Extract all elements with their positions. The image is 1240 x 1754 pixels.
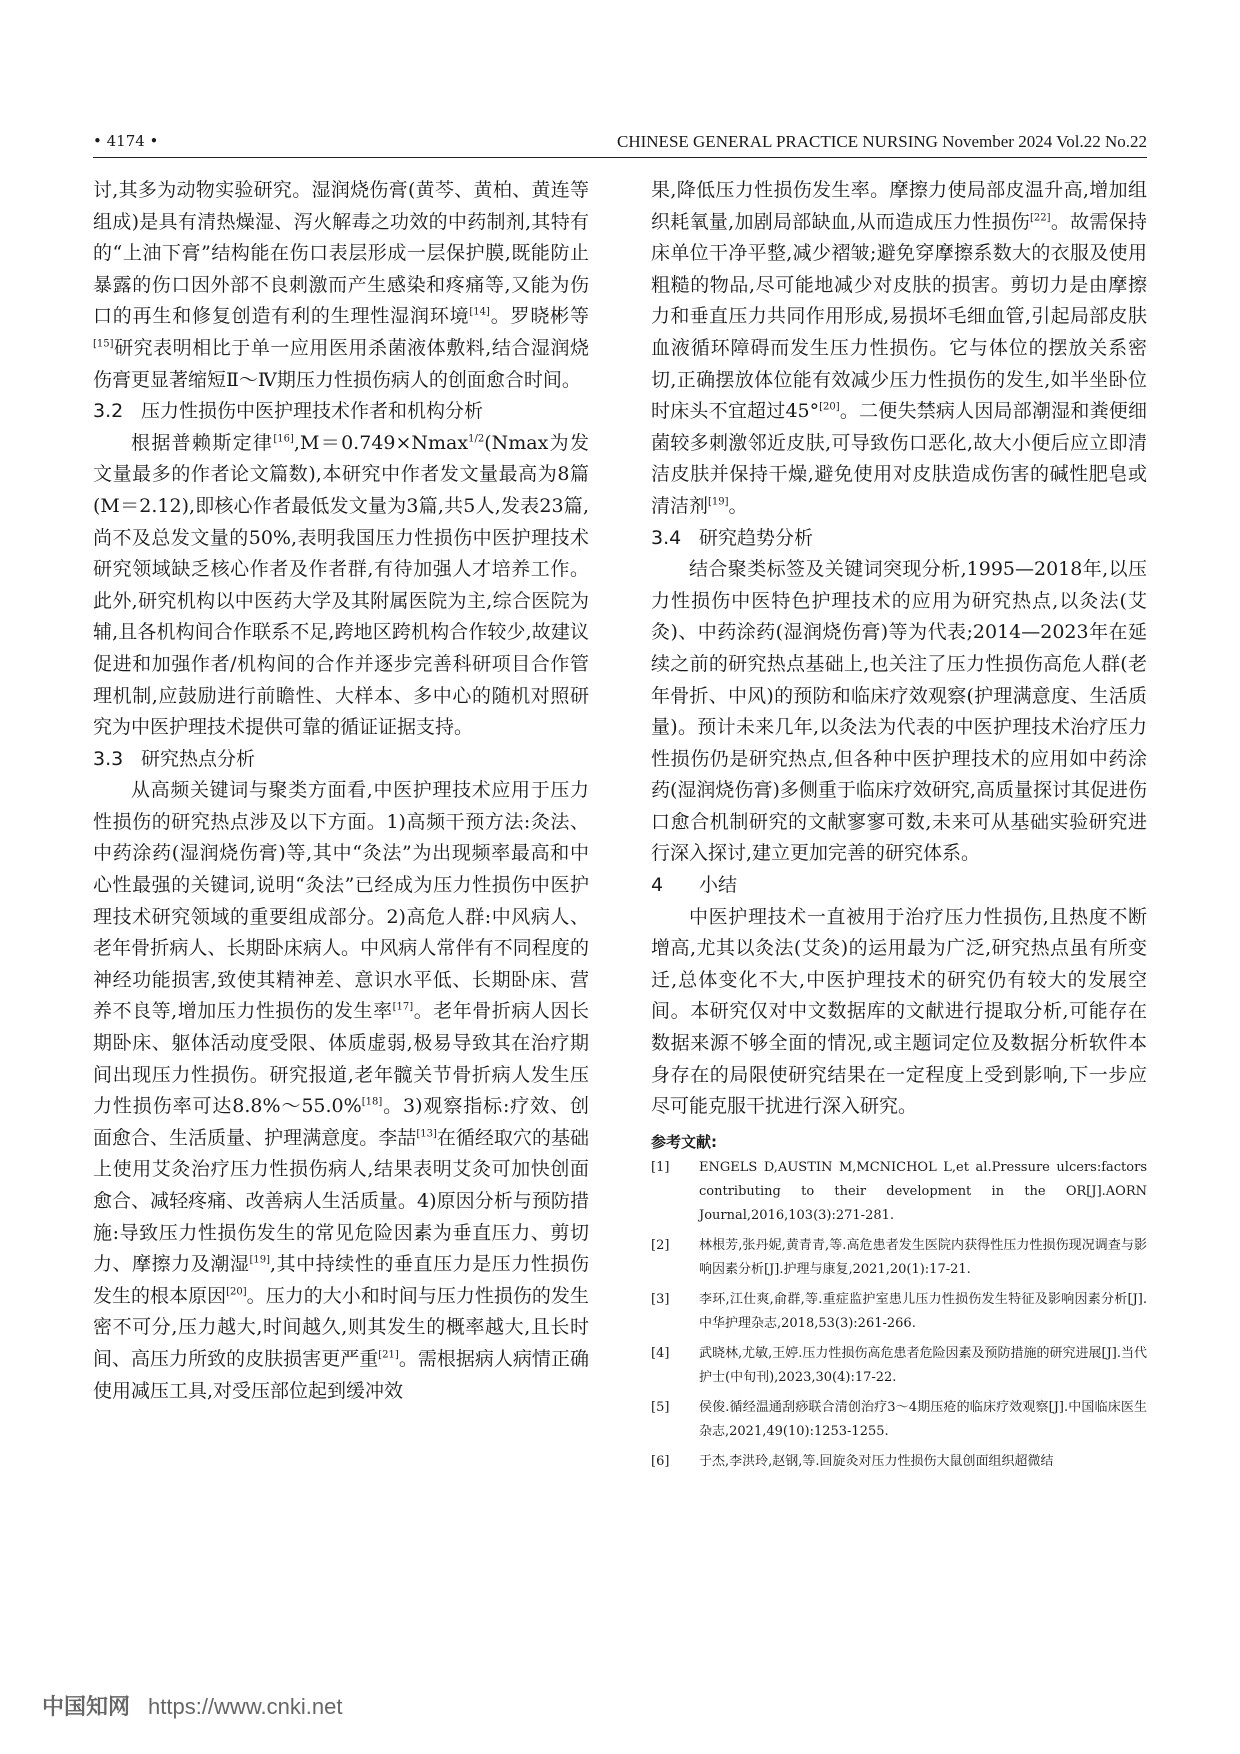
paragraph-hotspots: 从高频关键词与聚类方面看,中医护理技术应用于压力性损伤的研究热点涉及以下方面。1)高频干预方法:灸法、中药涂药(湿润烧伤膏)等,其中“灸法”为出现频率最高和中心性最强的关键词,说明“灸法”已经成为压力性损伤中医护理技术研究领域的重要组成部分。2)高危人群:中风病人、老年骨折病人、长期卧床病人。中风病人常伴有不同程度的神经功能损害,致使其精神差、意识水平低、长期卧床、营养不良等,增加压力性损伤的发生率[17]。老年骨折病人因长期卧床、躯体活动度受限、体质虚弱,极易导致其在治疗期间出现压力性损伤。研究报道,老年髋关节骨折病人发生压力性损伤率可达8.8%～55.0%[18]。3)观察指标:疗效、创面愈合、生活质量、护理满意度。李喆[13]在循经取穴的基础上使用艾灸治疗压力性损伤病人,结果表明艾灸可加快创面愈合、减轻疼痛、改善病人生活质量。4)原因分析与预防措施:导致压力性损伤发生的常见危险因素为垂直压力、剪切力、摩擦力及潮湿[19],其中持续性的垂直压力是压力性损伤发生的根本原因[20]。压力的大小和时间与压力性损伤的发生密不可分,压力越大,时间越久,则其发生的概率越大,且长时间、高压力所致的皮肤损害更严重[21]。需根据病人病情正确使用减压工具,对受压部位起到缓冲效 xyxy=(93,779,589,1402)
section-heading-3-3: 3.3 研究热点分析 xyxy=(93,747,256,770)
section-heading-4: 4 小结 xyxy=(651,874,738,897)
journal-info: CHINESE GENERAL PRACTICE NURSING November 2024 Vol.22 No.22 xyxy=(617,132,1147,151)
cnki-watermark xyxy=(42,1690,342,1721)
right-column xyxy=(651,175,1147,1480)
reference-item: [6] 于杰,李洪玲,赵钢,等.回旋灸对压力性损伤大鼠创面组织超微结 xyxy=(651,1453,1054,1469)
paragraph-continued: 果,降低压力性损伤发生率。摩擦力使局部皮温升高,增加组织耗氧量,加剧局部缺血,从而造成压力性损伤[22]。故需保持床单位干净平整,减少褶皱;避免穿摩擦系数大的衣服及使用粗糙的物品,尽可能地减少对皮肤的损害。剪切力是由摩擦力和垂直压力共同作用形成,易损坏毛细血管,引起局部皮肤血液循环障碍而发生压力性损伤。它与体位的摆放关系密切,正确摆放体位能有效减少压力性损伤的发生,如半坐卧位时床头不宜超过45°[20]。二便失禁病人因局部潮湿和粪便细菌较多刺激邻近皮肤,可导致伤口恶化,故大小便后应立即清洁皮肤并保持干燥,避免使用对皮肤造成伤害的碱性肥皂或清洁剂[19]。 xyxy=(651,179,1147,517)
page-number: • 4174 • xyxy=(93,132,159,150)
reference-item: [2] 林根芳,张丹妮,黄青青,等.高危患者发生医院内获得性压力性损伤现况调查与影响因素分析[J].护理与康复,2021,20(1):17-21. xyxy=(651,1237,1147,1277)
paragraph-price-law: 根据普赖斯定律[16],M＝0.749×Nmax$^{1/2}$(Nmax为发文量最多的作者论文篇数),本研究中作者发文量最高为8篇(M＝2.12),即核心作者最低发文量为3篇,共5人,发表23篇,尚不及总发文量的50%,表明我国压力性损伤中医护理技术研究领域缺乏核心作者及作者群,有待加强人才培养工作。此外,研究机构以中医药大学及其附属医院为主,综合医院为辅,且各机构间合作联系不足,跨地区跨机构合作较少,故建议促进和加强作者/机构间的合作并逐步完善科研项目合作管理机制,应鼓励进行前瞻性、大样本、多中心的随机对照研究为中医护理技术提供可靠的循证证据支持。 xyxy=(93,431,589,739)
reference-item: [3] 李环,江仕爽,俞群,等.重症监护室患儿压力性损伤发生特征及影响因素分析[J].中华护理杂志,2018,53(3):261-266. xyxy=(651,1291,1147,1331)
paragraph-summary: 中医护理技术一直被用于治疗压力性损伤,且热度不断增高,尤其以灸法(艾灸)的运用最为广泛,研究热点虽有所变迁,总体变化不大,中医护理技术的研究仍有较大的发展空间。本研究仅对中文数据库的文献进行提取分析,可能存在数据来源不够全面的情况,或主题词定位及数据分析软件本身存在的局限使研究结果在一定程度上受到影响,下一步应尽可能克服干扰进行深入研究。 xyxy=(651,905,1147,1118)
left-column xyxy=(93,175,589,1407)
reference-item: [1] ENGELS D,AUSTIN M,MCNICHOL L,et al.Pressure ulcers:factors contributing to their development in the OR[J].AORN Journal,2016,103(3):271-281. xyxy=(651,1159,1147,1223)
reference-item: [4] 武晓林,尤敏,王婷.压力性损伤高危患者危险因素及预防措施的研究进展[J].当代护士(中旬刊),2023,30(4):17-22. xyxy=(651,1345,1147,1385)
section-heading-3-2: 3.2 压力性损伤中医护理技术作者和机构分析 xyxy=(93,400,484,423)
cnki-brand: 中国知网 xyxy=(42,1695,131,1720)
paragraph-trends: 结合聚类标签及关键词突现分析,1995—2018年,以压力性损伤中医特色护理技术的应用为研究热点,以灸法(艾灸)、中药涂药(湿润烧伤膏)等为代表;2014—2023年在延续之前的研究热点基础上,也关注了压力性损伤高危人群(老年骨折、中风)的预防和临床疗效观察(护理满意度、生活质量)。预计未来几年,以灸法为代表的中医护理技术治疗压力性损伤仍是研究热点,但各种中医护理技术的应用如中药涂药(湿润烧伤膏)多侧重于临床疗效研究,高质量探讨其促进伤口愈合机制研究的文献寥寥可数,未来可从基础实验研究进行深入探讨,建立更加完善的研究体系。 xyxy=(651,558,1147,865)
section-heading-3-4: 3.4 研究趋势分析 xyxy=(651,526,814,549)
reference-item: [5] 侯俊.循经温通刮痧联合清创治疗3～4期压疮的临床疗效观察[J].中国临床医生杂志,2021,49(10):1253-1255. xyxy=(651,1399,1147,1439)
header-rule xyxy=(93,157,1147,158)
cnki-url: https://www.cnki.net xyxy=(148,1694,343,1719)
reference-list xyxy=(651,1156,1147,1474)
paragraph-intro: 讨,其多为动物实验研究。湿润烧伤膏(黄芩、黄柏、黄连等组成)是具有清热燥湿、泻火解毒之功效的中药制剂,其特有的“上油下膏”结构能在伤口表层形成一层保护膜,既能防止暴露的伤口因外部不良刺激而产生感染和疼痛等,又能为伤口的再生和修复创造有利的生理性湿润环境[14]。罗晓彬等[15]研究表明相比于单一应用医用杀菌液体敷料,结合湿润烧伤膏更显著缩短Ⅱ～Ⅳ期压力性损伤病人的创面愈合时间。 xyxy=(93,179,589,391)
references-title: 参考文献: xyxy=(651,1132,717,1151)
running-header xyxy=(93,130,1147,154)
